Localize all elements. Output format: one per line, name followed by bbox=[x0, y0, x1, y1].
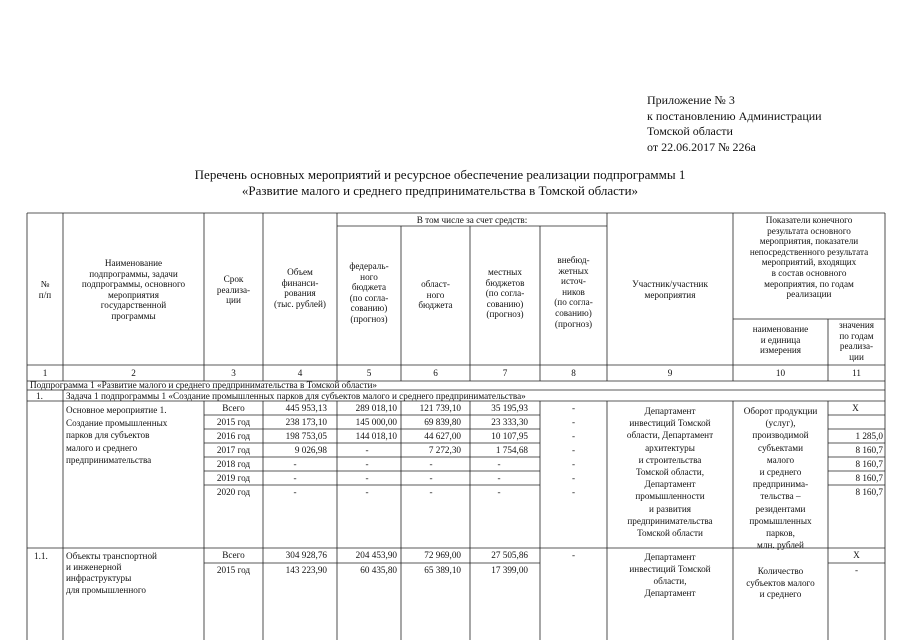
value-cell: X bbox=[852, 403, 859, 413]
measure1-name: Основное мероприятие 1. Создание промышленных парков для субъектов малого и среднего предпринимательства bbox=[66, 405, 168, 466]
measure1-participant: Департамент инвестиций Томской области, Департамент архитектуры и строительства Томской области, Департамент промышленности и развития предпринимательства Томской области bbox=[626, 406, 714, 539]
federal-cell: 60 435,80 bbox=[360, 565, 397, 575]
measure2-number: 1.1. bbox=[34, 551, 48, 561]
header-col-indicator-values: значения по годам реализа- ции bbox=[838, 320, 874, 362]
col-num-11: 11 bbox=[852, 368, 861, 378]
local-cell: 1 754,68 bbox=[495, 445, 528, 455]
task-row: Задача 1 подпрограммы 1 «Создание промышленных парков для субъектов малого и среднего предпринимательства» bbox=[66, 391, 526, 401]
local-cell: 10 107,95 bbox=[491, 431, 528, 441]
year-cell: 2017 год bbox=[216, 445, 251, 455]
header-group-sources: В том числе за счет средств: bbox=[416, 215, 528, 225]
year-cell: 2020 год bbox=[216, 487, 251, 497]
col-num-9: 9 bbox=[667, 368, 673, 378]
header-col-federal: федераль- ного бюджета (по согла- сованию) (прогноз) bbox=[349, 261, 389, 324]
regional-cell: 65 389,10 bbox=[424, 565, 461, 575]
measure1-regional bbox=[401, 401, 461, 499]
header-col-extrabudget: внебюд- жетных источ- ников (по согла- сованию) (прогноз) bbox=[554, 255, 593, 329]
extrabudget-cell: - bbox=[571, 403, 576, 413]
regional-cell: - bbox=[429, 459, 433, 469]
federal-cell: - bbox=[365, 459, 369, 469]
local-cell: - bbox=[497, 459, 501, 469]
year-cell: 2019 год bbox=[216, 473, 251, 483]
year-cell: Всего bbox=[222, 550, 245, 560]
measure2-extrabudget bbox=[540, 548, 607, 578]
value-cell: - bbox=[854, 565, 859, 575]
value-cell: 8 160,7 bbox=[855, 445, 883, 455]
task-number: 1. bbox=[36, 391, 43, 401]
measure1-extrabudget bbox=[540, 401, 607, 499]
total-cell: 143 223,90 bbox=[285, 565, 327, 575]
federal-cell: - bbox=[365, 445, 369, 455]
year-cell: 2016 год bbox=[216, 431, 251, 441]
local-cell: 35 195,93 bbox=[491, 403, 528, 413]
local-cell: - bbox=[497, 487, 501, 497]
total-cell: 198 753,05 bbox=[285, 431, 327, 441]
value-cell: 8 160,7 bbox=[855, 459, 883, 469]
measure2-federal bbox=[337, 548, 397, 578]
regional-cell: 72 969,00 bbox=[424, 550, 461, 560]
measure2-values bbox=[828, 548, 885, 578]
year-cell: 2015 год bbox=[216, 417, 251, 427]
value-cell: 1 285,0 bbox=[855, 431, 883, 441]
local-cell: 17 399,00 bbox=[491, 565, 528, 575]
appendix-line-4: от 22.06.2017 № 226а bbox=[647, 139, 756, 154]
col-num-4: 4 bbox=[297, 368, 303, 378]
federal-cell: - bbox=[365, 487, 369, 497]
col-num-5: 5 bbox=[366, 368, 372, 378]
extrabudget-cell: - bbox=[571, 459, 576, 469]
year-cell: 2015 год bbox=[216, 565, 251, 575]
header-col-indicator-name: наименование и единица измерения bbox=[752, 324, 809, 356]
federal-cell: 204 453,90 bbox=[355, 550, 397, 560]
col-num-7: 7 bbox=[502, 368, 508, 378]
col-num-6: 6 bbox=[433, 368, 438, 378]
header-col-local: местных бюджетов (по согла- сованию) (прогноз) bbox=[485, 267, 525, 320]
regional-cell: - bbox=[429, 487, 433, 497]
value-cell: X bbox=[853, 550, 860, 560]
extrabudget-cell bbox=[540, 563, 607, 578]
federal-cell: - bbox=[365, 473, 369, 483]
value-cell: 8 160,7 bbox=[855, 473, 883, 483]
subprogram-row: Подпрограмма 1 «Развитие малого и среднего предпринимательства в Томской области» bbox=[30, 380, 377, 390]
measure1-indicator: Оборот продукции (услуг), производимой субъектами малого и среднего предпринима- тельства – резидентами промышленных парков, млн. рублей bbox=[743, 406, 818, 551]
federal-cell: 145 000,00 bbox=[355, 417, 397, 427]
header-col-name: Наименование подпрограммы, задачи подпрограммы, основного мероприятия государственной программы bbox=[81, 258, 186, 321]
extrabudget-cell: - bbox=[571, 417, 576, 427]
regional-cell: 44 627,00 bbox=[424, 431, 461, 441]
appendix-line-3: Томской области bbox=[647, 124, 733, 138]
measure1-federal bbox=[337, 401, 397, 499]
measure1-total bbox=[263, 401, 327, 499]
col-num-2: 2 bbox=[131, 368, 136, 378]
local-cell: 23 333,30 bbox=[491, 417, 528, 427]
regional-cell: 7 272,30 bbox=[428, 445, 461, 455]
measure2-local bbox=[470, 548, 528, 578]
local-cell: - bbox=[497, 473, 501, 483]
year-cell: Всего bbox=[222, 403, 245, 413]
header-col-volume: Объем финанси- рования (тыс. рублей) bbox=[274, 267, 326, 309]
header-col-indicators: Показатели конечного результата основного мероприятия, показатели непосредственного результата мероприятий, входящих в состав основного мероприятия, по годам реализации bbox=[749, 215, 869, 300]
federal-cell: 144 018,10 bbox=[355, 431, 397, 441]
measure2-regional bbox=[401, 548, 461, 578]
title-line-1: Перечень основных мероприятий и ресурсное обеспечение реализации подпрограммы 1 bbox=[194, 167, 686, 182]
measure1-years bbox=[204, 401, 263, 499]
measure2-total bbox=[263, 548, 327, 578]
measure1-local bbox=[470, 401, 528, 499]
header-col-period: Срок реализа- ции bbox=[216, 274, 251, 306]
extrabudget-cell: - bbox=[571, 445, 576, 455]
col-num-10: 10 bbox=[775, 368, 786, 378]
total-cell: - bbox=[293, 473, 297, 483]
measure2-name: Объекты транспортной и инженерной инфраструктуры для промышленного bbox=[66, 551, 157, 595]
extrabudget-cell: - bbox=[571, 431, 576, 441]
measure1-values bbox=[828, 401, 883, 499]
header-col-regional: област- ного бюджета bbox=[418, 279, 453, 311]
extrabudget-cell: - bbox=[571, 473, 576, 483]
measure2-participant: Департамент инвестиций Томской области, Департамент bbox=[629, 552, 711, 598]
header-col-number: № п/п bbox=[38, 279, 52, 300]
measure2-indicator: Количество субъектов малого и среднего bbox=[746, 566, 815, 599]
extrabudget-cell: - bbox=[571, 487, 576, 497]
col-num-8: 8 bbox=[571, 368, 576, 378]
extrabudget-cell: - bbox=[571, 550, 576, 560]
regional-cell: - bbox=[429, 473, 433, 483]
year-cell: 2018 год bbox=[216, 459, 251, 469]
measure2-years bbox=[204, 548, 263, 578]
total-cell: - bbox=[293, 459, 297, 469]
header-col-participant: Участник/участник мероприятия bbox=[632, 279, 708, 300]
col-num-3: 3 bbox=[231, 368, 236, 378]
total-cell: 304 928,76 bbox=[285, 550, 327, 560]
regional-cell: 69 839,80 bbox=[424, 417, 461, 427]
total-cell: 9 026,98 bbox=[294, 445, 327, 455]
appendix-line-2: к постановлению Администрации bbox=[647, 108, 822, 123]
value-cell: 8 160,7 bbox=[855, 487, 883, 497]
federal-cell: 289 018,10 bbox=[355, 403, 397, 413]
local-cell: 27 505,86 bbox=[491, 550, 528, 560]
appendix-line-1: Приложение № 3 bbox=[647, 93, 735, 107]
value-cell bbox=[828, 415, 883, 429]
total-cell: - bbox=[293, 487, 297, 497]
total-cell: 445 953,13 bbox=[285, 403, 327, 413]
total-cell: 238 173,10 bbox=[285, 417, 327, 427]
col-num-1: 1 bbox=[42, 368, 48, 378]
title-line-2: «Развитие малого и среднего предпринимательства в Томской области» bbox=[241, 183, 639, 198]
regional-cell: 121 739,10 bbox=[419, 403, 461, 413]
